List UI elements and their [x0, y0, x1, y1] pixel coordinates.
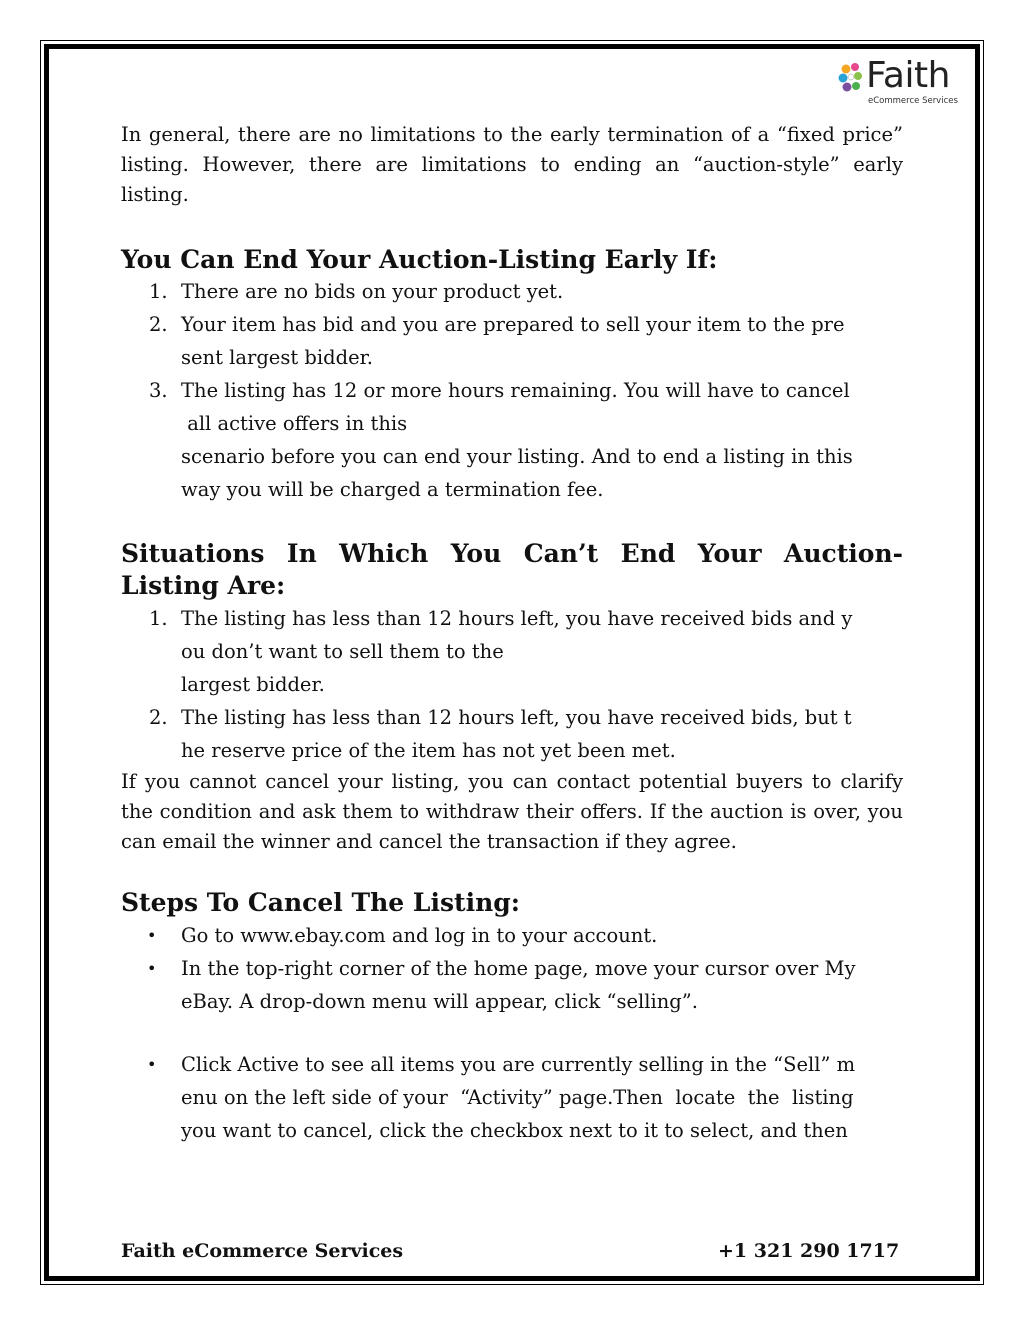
logo-word: Faith	[866, 55, 950, 96]
bullet-marker: •	[147, 1055, 157, 1074]
list-item	[121, 275, 903, 308]
list-marker: 1.	[149, 280, 168, 303]
section1-list	[121, 275, 903, 506]
list-item-line: Click Active to see all items you are currently selling in the “Sell” m	[181, 1053, 856, 1076]
bullet-marker: •	[147, 926, 157, 945]
list-item-line: The listing has 12 or more hours remaining. You will have to cancel	[181, 379, 850, 402]
list-item-line: In the top-right corner of the home page, move your cursor over My	[181, 957, 856, 980]
list-item-line: you want to cancel, click the checkbox next to it to select, and then	[181, 1119, 848, 1142]
list-item	[121, 1048, 903, 1147]
list-item-line: Go to www.ebay.com and log in to your account.	[181, 924, 658, 947]
list-item-line: he reserve price of the item has not yet been met.	[181, 739, 676, 762]
list-item-line: ou don’t want to sell them to the	[181, 640, 504, 663]
list-marker: 2.	[149, 706, 168, 729]
logo-tagline: eCommerce Services	[868, 96, 958, 106]
list-item-line: enu on the left side of your “Activity” page.Then locate the listing	[181, 1086, 854, 1109]
list-item	[121, 602, 903, 701]
list-marker: 3.	[149, 379, 168, 402]
section2-heading: Situations In Which You Can’t End Your Auction-Listing Are:	[121, 539, 903, 600]
intro-paragraph: In general, there are no limitations to the early termination of a “fixed price” listing. However, there are limitations to ending an “auction-style” early listing.	[121, 123, 903, 206]
footer-company: Faith eCommerce Services	[121, 1240, 404, 1262]
section1-heading: You Can End Your Auction-Listing Early If:	[121, 245, 718, 274]
list-item-line: scenario before you can end your listing. And to end a listing in this	[181, 445, 853, 468]
list-item	[121, 701, 903, 767]
bullet-marker: •	[147, 959, 157, 978]
section2-paragraph: If you cannot cancel your listing, you can contact potential buyers to clarify the condition and ask them to withdraw their offers. If the auction is over, you can email the winner and cancel the transaction if they agree.	[121, 770, 903, 853]
list-item-line: sent largest bidder.	[181, 346, 373, 369]
list-item	[121, 919, 903, 952]
list-item	[121, 308, 903, 374]
section2-list	[121, 602, 903, 767]
list-item	[121, 952, 903, 1018]
list-item-line: Your item has bid and you are prepared to sell your item to the pre	[181, 313, 845, 336]
document-body	[121, 120, 903, 1147]
list-item-line: largest bidder.	[181, 673, 325, 696]
list-marker: 1.	[149, 607, 168, 630]
list-item-line: There are no bids on your product yet.	[181, 280, 564, 303]
list-item	[121, 374, 903, 506]
faith-logo	[838, 55, 968, 108]
list-item-line: all active offers in this	[181, 412, 408, 435]
list-item-line: way you will be charged a termination fee.	[181, 478, 604, 501]
footer-phone: +1 321 290 1717	[718, 1240, 900, 1262]
list-item-line: The listing has less than 12 hours left, you have received bids and y	[181, 607, 853, 630]
section3-list	[121, 919, 903, 1147]
list-marker: 2.	[149, 313, 168, 336]
list-item-line: eBay. A drop-down menu will appear, click “selling”.	[181, 990, 698, 1013]
list-item-line: The listing has less than 12 hours left, you have received bids, but t	[181, 706, 852, 729]
section3-heading: Steps To Cancel The Listing:	[121, 888, 520, 917]
flower-logo-icon	[838, 62, 866, 96]
